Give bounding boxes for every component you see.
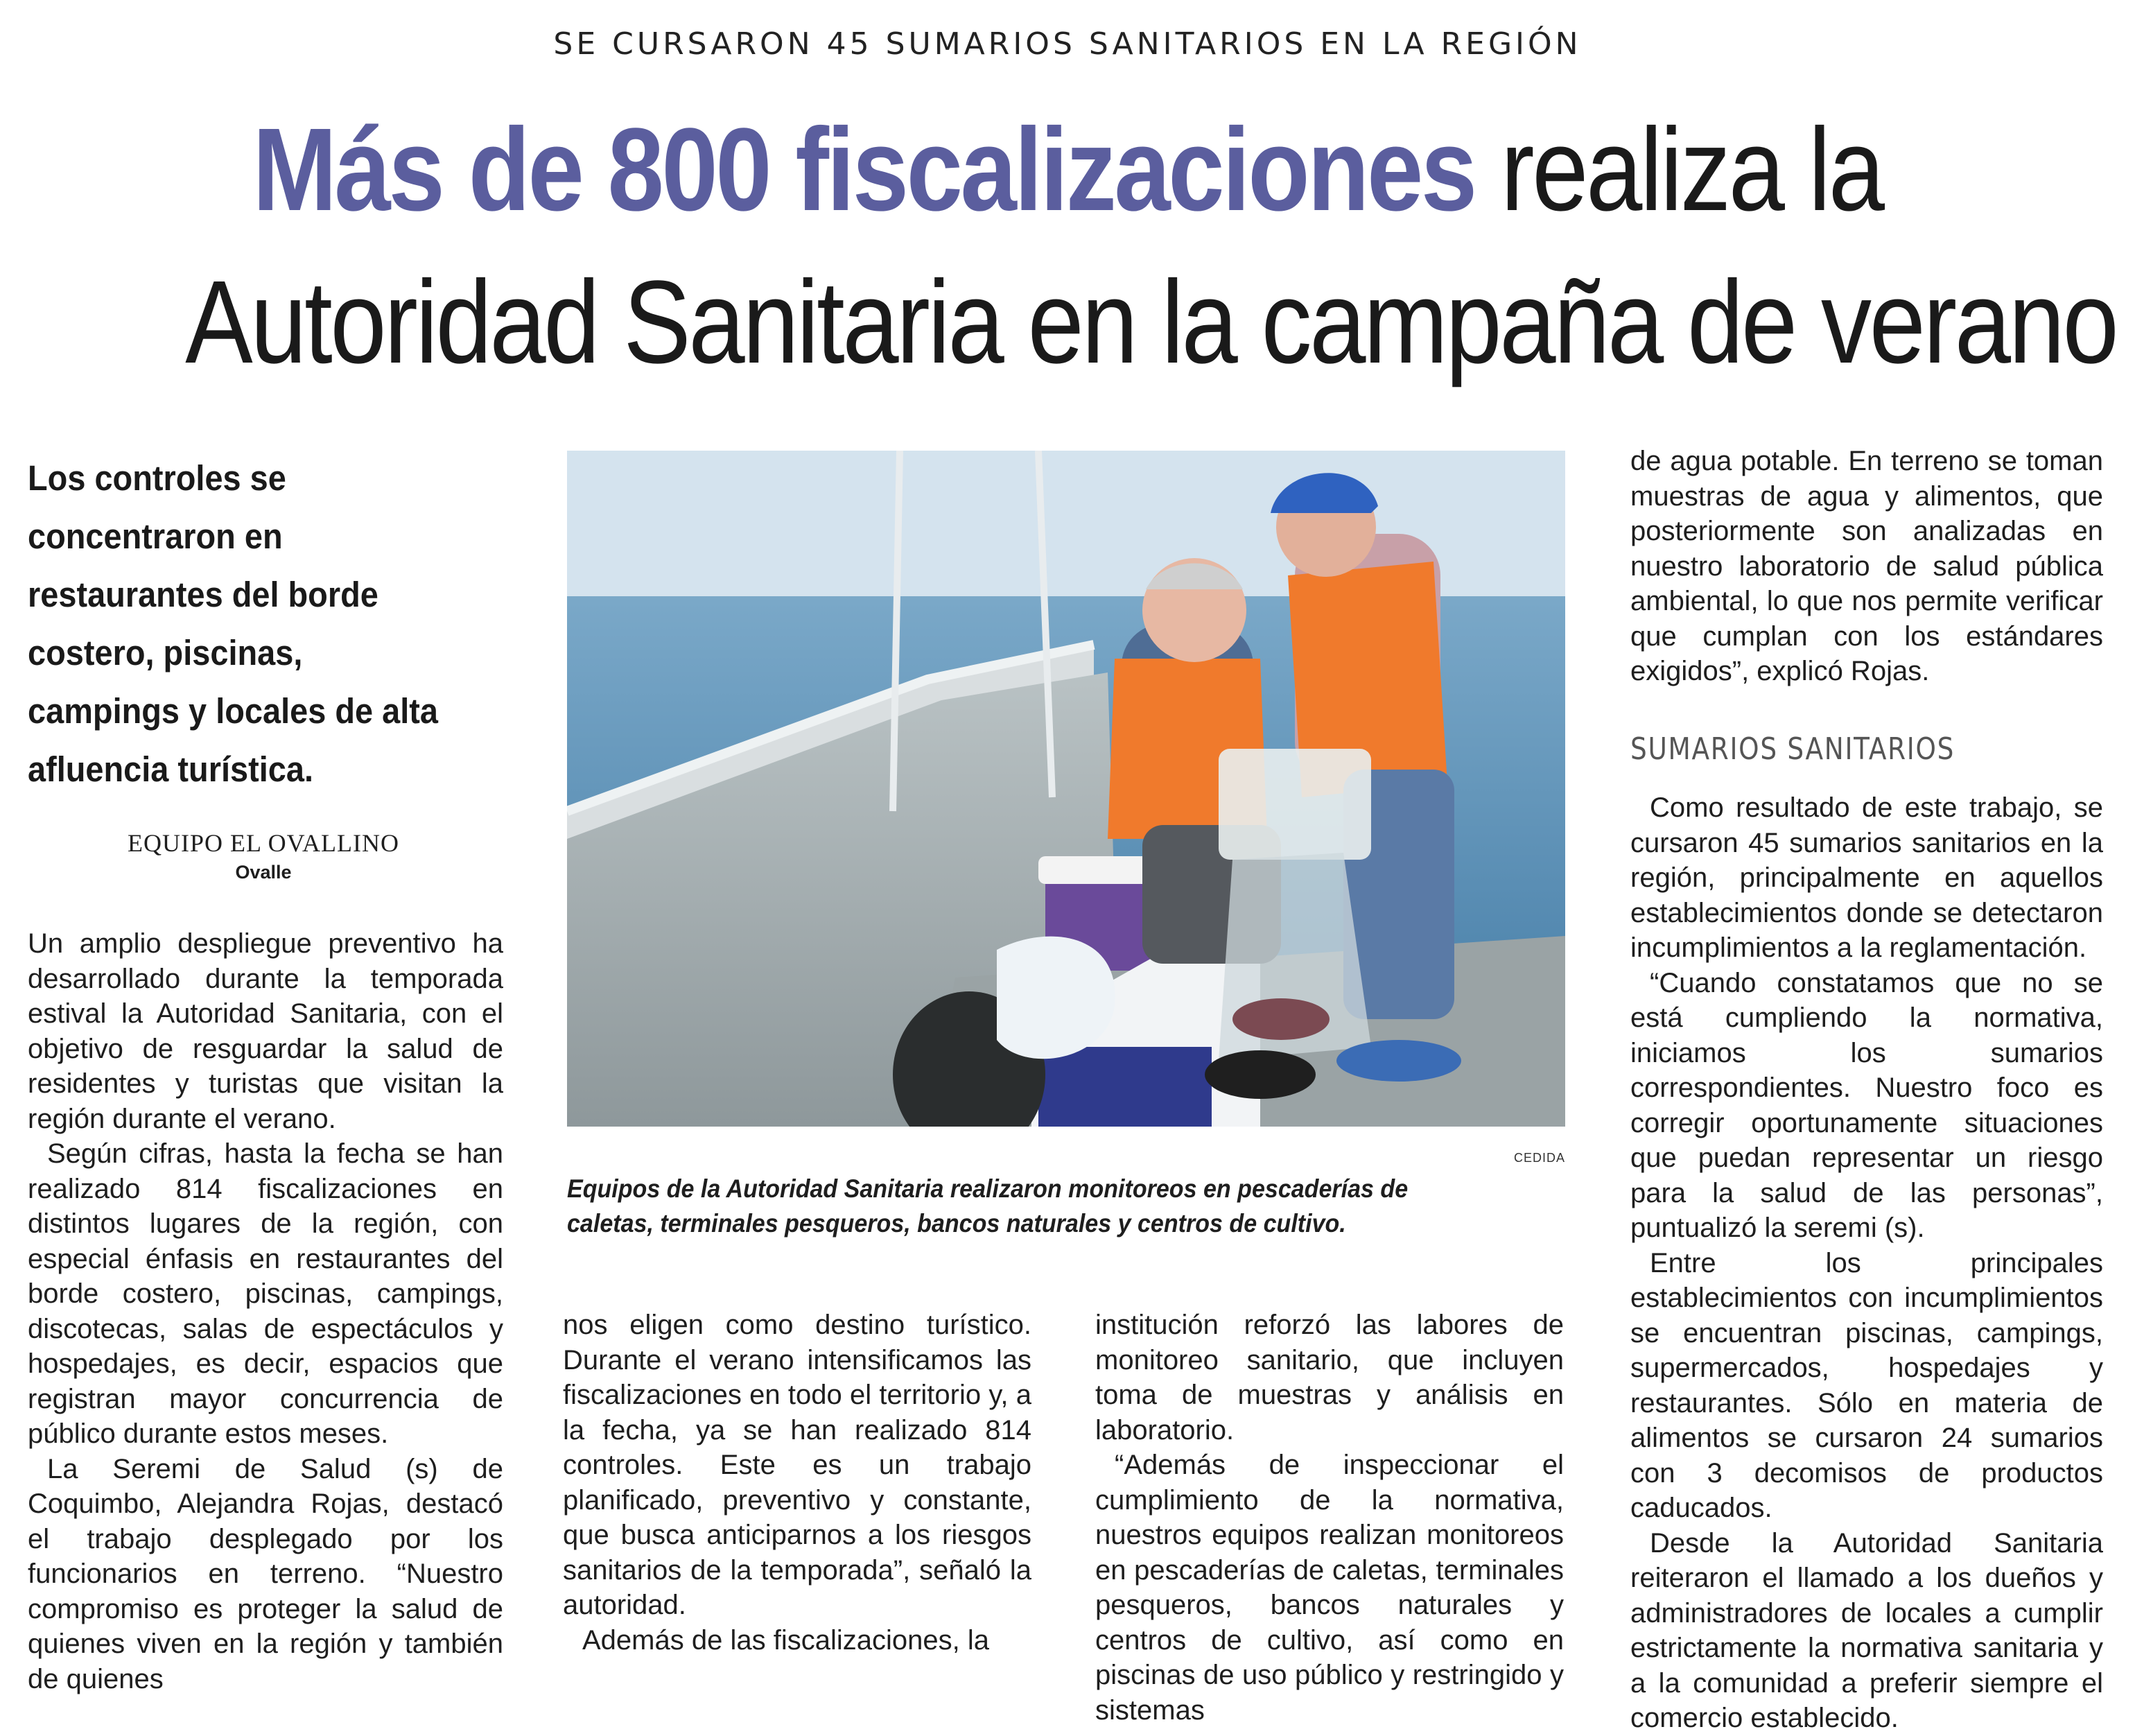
- body-paragraph: Además de las fiscalizaciones, la: [582, 1624, 989, 1656]
- body-paragraph: de agua potable. En terreno se toman muestras de agua y alimentos, que posteriormente son analizadas en nuestro laboratorio de salud pública ambiental, lo que nos permite verificar que cumplan con los estándares exigidos”, explicó Rojas.: [1630, 446, 2103, 686]
- photo-caption: Equipos de la Autoridad Sanitaria realizaron monitoreos en pescaderías de caletas, terminales pesqueros, bancos naturales y centros de cultivo.: [567, 1174, 1409, 1238]
- body-paragraph: La Seremi de Salud (s) de Coquimbo, Alejandra Rojas, destacó el trabajo desplegado por los funcionarios en terreno. “Nuestro compromiso es proteger la salud de quienes viven en la región y también de quienes: [28, 1453, 503, 1694]
- section-subhead: SUMARIOS SANITARIOS: [1630, 731, 1955, 767]
- body-paragraph: “Cuando constatamos que no se está cumpliendo la normativa, iniciamos los sumarios correspondientes. Nuestro foco es corregir oportunamente situaciones que puedan representar un riesgo para la salud de las personas”, puntualizó la seremi (s).: [1630, 967, 2103, 1243]
- boat-photo-illustration: [567, 451, 1565, 1127]
- headline-line-2: Autoridad Sanitaria en la campaña de verano: [185, 257, 2117, 388]
- body-paragraph: Entre los principales establecimientos con incumplimientos se encuentran piscinas, campings, supermercados, hospedajes y restaurantes. Sólo en materia de alimentos se cursaron 24 sumarios con 3 decomisos de productos caducados.: [1630, 1247, 2103, 1523]
- body-column-3: [1095, 1308, 1564, 1728]
- photo-credit: CEDIDA: [1513, 1151, 1565, 1165]
- body-paragraph: Un amplio despliegue preventivo ha desarrollado durante la temporada estival la Autoridad Sanitaria, con el objetivo de resguardar la salud de residentes y turistas que visitan la región durante el verano.: [28, 928, 503, 1134]
- body-column-4-bottom: [1630, 790, 2103, 1736]
- body-column-4-top: [1630, 444, 2103, 689]
- headline-rest: realiza la: [1474, 104, 1883, 236]
- article-photo: [567, 451, 1565, 1127]
- kicker: SE CURSARON 45 SUMARIOS SANITARIOS EN LA REGIÓN: [553, 26, 1582, 62]
- body-column-1: [28, 926, 503, 1696]
- byline: [28, 828, 499, 883]
- byline-place: Ovalle: [235, 862, 292, 883]
- body-paragraph: Según cifras, hasta la fecha se han realizado 814 fiscalizaciones en distintos lugares de la región, con especial énfasis en restaurantes del borde costero, piscinas, campings, discotecas, salas de espectáculos y hospedajes, es decir, espacios que registran mayor concurrencia de público durante estos meses.: [28, 1138, 503, 1449]
- body-paragraph: Desde la Autoridad Sanitaria reiteraron el llamado a los dueños y administradores de locales a cumplir estrictamente la normativa sanitaria y a la comunidad a preferir siempre el comercio establecido.: [1630, 1527, 2103, 1733]
- body-paragraph: “Además de inspeccionar el cumplimiento de la normativa, nuestros equipos realizan monitoreos en pescaderías de caletas, terminales pesqueros, bancos naturales y centros de cultivo, así como en piscinas de uso público y restringido y sistemas: [1095, 1450, 1564, 1726]
- body-paragraph: institución reforzó las labores de monitoreo sanitario, que incluyen toma de muestras y análisis en laboratorio.: [1095, 1310, 1564, 1446]
- byline-author: EQUIPO EL OVALLINO: [128, 829, 399, 857]
- headline: [185, 94, 2117, 399]
- body-paragraph: Como resultado de este trabajo, se cursaron 45 sumarios sanitarios en la región, principalmente en aquellos establecimientos donde se detectaron incumplimientos a la reglamentación.: [1630, 792, 2103, 963]
- body-paragraph: nos eligen como destino turístico. Durante el verano intensificamos las fiscalizaciones en todo el territorio y, a la fecha, ya se han realizado 814 controles. Este es un trabajo planificado, preventivo y constante, que busca anticiparnos a los riesgos sanitarios de la temporada”, señaló la autoridad.: [563, 1310, 1031, 1620]
- lead-paragraph: Los controles se concentraron en restaurantes del borde costero, piscinas, campings y locales de alta afluencia turística.: [28, 458, 438, 789]
- headline-line-1: [185, 94, 1950, 246]
- headline-highlight: Más de 800 fiscalizaciones: [252, 104, 1475, 236]
- body-column-2: [563, 1308, 1031, 1658]
